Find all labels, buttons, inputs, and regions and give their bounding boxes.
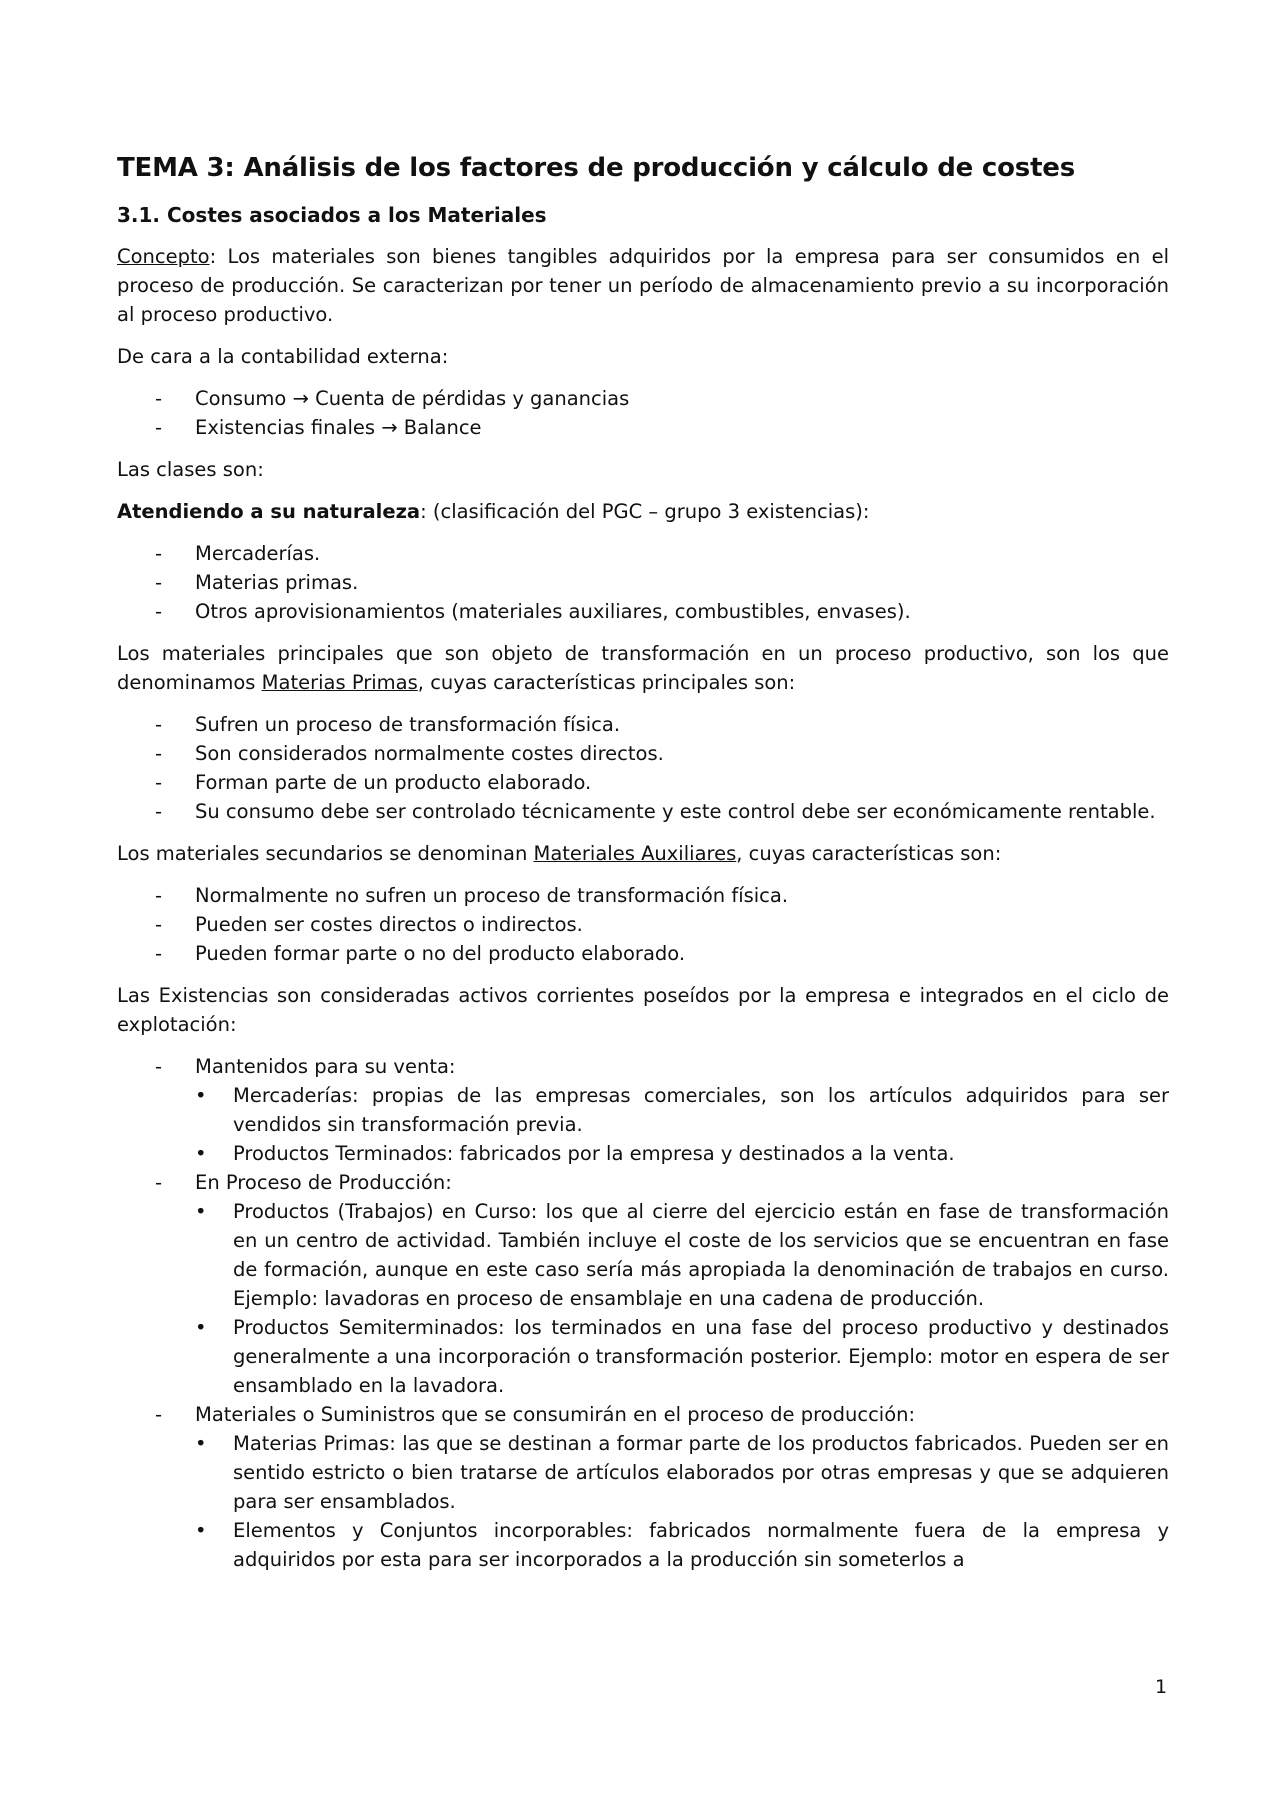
bullet-marker: • — [195, 1519, 207, 1542]
auxiliary-materials-term: Materiales Auxiliares — [533, 842, 737, 865]
list-item: • Productos Semiterminados: los terminados en una fase del proceso productivo y destinados generalmente a una incorporación o transformación posterior. Ejemplo: motor en espera de ser ensamblado en la lavadora. — [195, 1313, 1169, 1400]
external-accounting-list — [117, 384, 1169, 442]
bullet-marker: • — [195, 1200, 207, 1223]
list-item: - Mercaderías. — [117, 539, 1169, 568]
bullet-marker: • — [195, 1316, 207, 1339]
list-item: - Pueden ser costes directos o indirectos. — [117, 910, 1169, 939]
concept-text: : Los materiales son bienes tangibles adquiridos por la empresa para ser consumidos en el proceso de producción. Se caracterizan por tener un período de almacenamiento previo a su incorporación al proceso productivo. — [117, 245, 1169, 326]
bullet-marker: • — [195, 1142, 207, 1165]
page-number: 1 — [1155, 1676, 1168, 1698]
dash-marker: - — [155, 571, 163, 594]
list-item: - Pueden formar parte o no del producto elaborado. — [117, 939, 1169, 968]
dash-marker: - — [155, 884, 163, 907]
dash-marker: - — [155, 1055, 163, 1078]
nature-list — [117, 539, 1169, 626]
document-title: TEMA 3: Análisis de los factores de producción y cálculo de costes — [117, 153, 1076, 183]
dash-marker: - — [155, 542, 163, 565]
raw-materials-term: Materias Primas — [261, 671, 418, 694]
list-item: - Consumo → Cuenta de pérdidas y ganancias — [117, 384, 1169, 413]
list-item: - Su consumo debe ser controlado técnicamente y este control debe ser económicamente rentable. — [117, 797, 1169, 826]
dash-marker: - — [155, 771, 163, 794]
bullet-marker: • — [195, 1084, 207, 1107]
sub-list — [195, 1429, 1169, 1574]
dash-marker: - — [155, 416, 163, 439]
dash-marker: - — [155, 913, 163, 936]
dash-marker: - — [155, 387, 163, 410]
list-item: - Sufren un proceso de transformación física. — [117, 710, 1169, 739]
dash-marker: - — [155, 800, 163, 823]
sub-list — [195, 1081, 1169, 1168]
nature-text: : (clasificación del PGC – grupo 3 existencias): — [420, 500, 870, 523]
bullet-marker: • — [195, 1432, 207, 1455]
list-item-held-for-sale: - Mantenidos para su venta: • Mercaderías: propias de las empresas comerciales, son los artículos adquiridos para ser vendidos sin transformación previa. • Productos Terminados: fabricados por la empresa y destinados a la venta. — [117, 1052, 1169, 1168]
list-item: - Materias primas. — [117, 568, 1169, 597]
concept-paragraph — [117, 242, 1169, 329]
list-item-in-production: - En Proceso de Producción: • Productos (Trabajos) en Curso: los que al cierre del ejercicio están en fase de transformación en un centro de actividad. También incluye el coste de los servicios que se encuentran en fase de formación, aunque en este caso sería más apropiada la denominación de trabajos en curso. Ejemplo: lavadoras en proceso de ensamblaje en una cadena de producción. • Productos Semiterminados: los terminados en una fase del proceso productivo y destinados generalmente a una incorporación o transformación posterior. Ejemplo: motor en espera de ser ensamblado en la lavadora. — [117, 1168, 1169, 1400]
section-title: 3.1. Costes asociados a los Materiales — [117, 203, 547, 227]
list-item: - Existencias finales → Balance — [117, 413, 1169, 442]
inventories-intro: Las Existencias son consideradas activos corrientes poseídos por la empresa e integrados en el ciclo de explotación: — [117, 984, 1169, 1036]
list-item: - Forman parte de un producto elaborado. — [117, 768, 1169, 797]
auxiliary-materials-list — [117, 881, 1169, 968]
inventories-list — [117, 1052, 1169, 1574]
auxiliary-materials-paragraph: Los materiales secundarios se denominan Materiales Auxiliares, cuyas características son: — [117, 842, 1002, 865]
list-item: - Son considerados normalmente costes directos. — [117, 739, 1169, 768]
sub-list — [195, 1197, 1169, 1400]
list-item-materials-supplies: - Materiales o Suministros que se consumirán en el proceso de producción: • Materias Primas: las que se destinan a formar parte de los productos fabricados. Pueden ser en sentido estricto o bien tratarse de artículos elaborados por otras empresas y que se adquieren para ser ensamblados. • Elementos y Conjuntos incorporables: fabricados normalmente fuera de la empresa y adquiridos por esta para ser incorporados a la producción sin someterlos a — [117, 1400, 1169, 1574]
dash-marker: - — [155, 713, 163, 736]
dash-marker: - — [155, 1403, 163, 1426]
nature-paragraph — [117, 497, 1169, 526]
nature-label: Atendiendo a su naturaleza — [117, 500, 421, 523]
dash-marker: - — [155, 600, 163, 623]
dash-marker: - — [155, 942, 163, 965]
raw-materials-paragraph: Los materiales principales que son objeto de transformación en un proceso productivo, son los que denominamos Materias Primas, cuyas características principales son: — [117, 642, 1169, 694]
list-item: - Otros aprovisionamientos (materiales auxiliares, combustibles, envases). — [117, 597, 1169, 626]
list-item: • Productos (Trabajos) en Curso: los que al cierre del ejercicio están en fase de transformación en un centro de actividad. También incluye el coste de los servicios que se encuentran en fase de formación, aunque en este caso sería más apropiada la denominación de trabajos en curso. Ejemplo: lavadoras en proceso de ensamblaje en una cadena de producción. — [195, 1197, 1169, 1313]
list-item: • Materias Primas: las que se destinan a formar parte de los productos fabricados. Pueden ser en sentido estricto o bien tratarse de artículos elaborados por otras empresas y que se adquieren para ser ensamblados. — [195, 1429, 1169, 1516]
list-item: - Normalmente no sufren un proceso de transformación física. — [117, 881, 1169, 910]
list-item: • Productos Terminados: fabricados por la empresa y destinados a la venta. — [195, 1139, 1169, 1168]
raw-materials-list — [117, 710, 1169, 826]
dash-marker: - — [155, 1171, 163, 1194]
document-page — [117, 150, 1169, 1587]
list-item: • Mercaderías: propias de las empresas comerciales, son los artículos adquiridos para ser vendidos sin transformación previa. — [195, 1081, 1169, 1139]
external-accounting-intro: De cara a la contabilidad externa: — [117, 345, 449, 368]
classes-intro: Las clases son: — [117, 458, 264, 481]
dash-marker: - — [155, 742, 163, 765]
concept-label: Concepto — [117, 245, 210, 268]
list-item: • Elementos y Conjuntos incorporables: fabricados normalmente fuera de la empresa y adquiridos por esta para ser incorporados a la producción sin someterlos a — [195, 1516, 1169, 1574]
